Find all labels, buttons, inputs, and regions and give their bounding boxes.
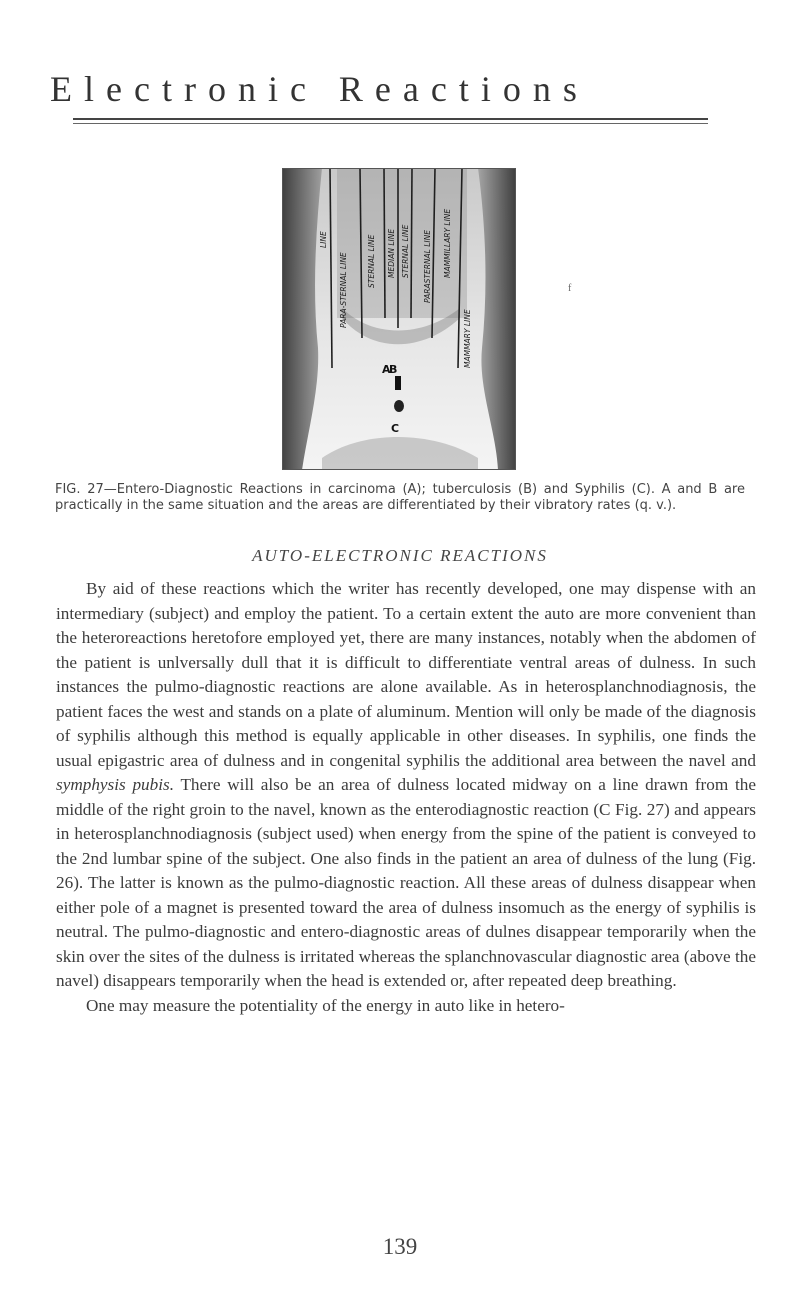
paragraph-1-part-a: By aid of these reactions which the writer has recently developed, one may dispense with an intermediary (subject) and employ the patient. To a certain extent the auto are more convenient than the heteroreactions heretofore employed yet, there are many instances, notably when the abdomen of the patient is unlversally dull that it is difficult to differentiate ventral areas of dulness. In such instances the pulmo-diagnostic reactions are alone available. As in heterosplanchnodiagnosis, the patient faces the west and stands on a plate of aluminum. Mention will only be made of the diagnosis of syphilis although this method is equally applicable in other diseases. In syphilis, one finds the usual epigastric area of dulness and in congenital syphilis the additional area between the navel and [56, 579, 756, 770]
caption-text: FIG. 27—Entero-Diagnostic Reactions in carcinoma (A); tuberculosis (B) and Syphilis (C). A and B are practically in the same situation and the areas are differentiated by their vibratory rates (q. v.). [55, 482, 745, 513]
svg-text:B: B [389, 363, 398, 376]
paragraph-1-italic: symphysis pubis. [56, 775, 174, 794]
body-text [56, 577, 756, 1018]
svg-text:MAMMILLARY LINE: MAMMILLARY LINE [443, 208, 452, 278]
paragraph-1 [56, 577, 756, 994]
paragraph-2: One may measure the potentiality of the energy in auto like in hetero- [86, 995, 565, 1015]
svg-text:PARASTERNAL LINE: PARASTERNAL LINE [423, 230, 432, 303]
svg-text:MAMMARY LINE: MAMMARY LINE [463, 309, 472, 368]
section-heading: AUTO-ELECTRONIC REACTIONS [252, 546, 548, 565]
torso-figure-illustration [282, 168, 516, 470]
header-rule-thick [73, 118, 708, 120]
svg-text:PARA-STERNAL LINE: PARA-STERNAL LINE [339, 252, 348, 328]
stray-mark: f [568, 283, 572, 294]
svg-text:STERNAL LINE: STERNAL LINE [367, 234, 376, 288]
figure-caption [55, 482, 745, 514]
svg-text:LINE: LINE [319, 231, 328, 248]
svg-text:STERNAL LINE: STERNAL LINE [401, 224, 410, 278]
page-number: 139 [382, 1234, 418, 1259]
paragraph-1-part-b: There will also be an area of dulness located midway on a line drawn from the middle of the right groin to the navel, known as the enterodiagnostic reaction (C Fig. 27) and appears in heterosplanchnodiagnosis (subject used) when energy from the spine of the patient is conveyed to the 2nd lumbar spine of the subject. One also finds in the patient an area of dulness of the lung (Fig. 26). The latter is known as the pulmo-diagnostic reaction. All these areas of dulness disappear when either pole of a magnet is presented toward the area of dulness insomuch as the energy of syphilis is neutral. The pulmo-diagnostic and entero-diagnostic areas of dulnes disappear temporarily when the skin over the sites of the dulness is irritated whereas the splanchnovascular diagnostic area (above the navel) disappears temporarily when the head is extended or, after repeated deep breathing. [56, 775, 756, 990]
header-rule-thin [73, 123, 708, 124]
svg-text:A: A [382, 363, 391, 376]
svg-text:C: C [391, 422, 400, 435]
svg-text:MEDIAN LINE: MEDIAN LINE [387, 228, 396, 278]
running-head: Electronic Reactions [50, 69, 589, 109]
